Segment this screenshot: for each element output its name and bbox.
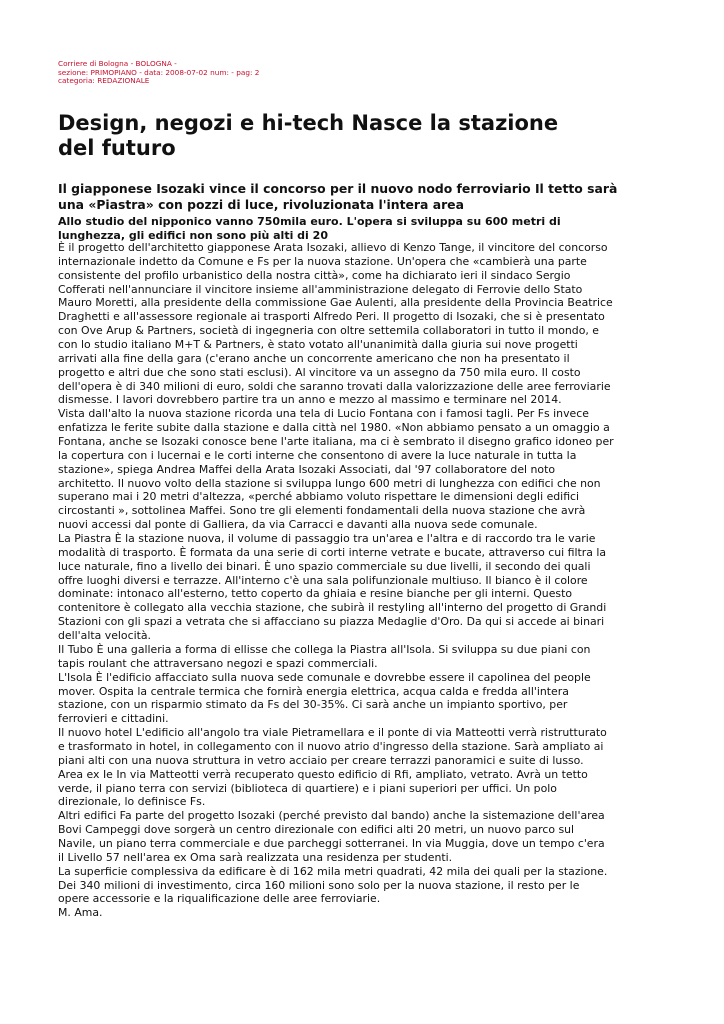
article-title: Design, negozi e hi-tech Nasce la stazione del futuro (58, 111, 559, 160)
body-paragraph: Vista dall'alto la nuova stazione ricorda una tela di Lucio Fontana con i famosi tagli. Per Fs invece enfatizza le ferite subite dalla stazione e dalla città nel 1980. «Non abbiamo pensato a un omaggio a Fontana, anche se Isozaki conosce bene l'arte italiana, ma ci è sembrato il disegno grafico idoneo per la copertura con i lucernai e le corti interne che consentono di avere la luce naturale in tutta la stazione», spiega Andrea Maffei della Arata Isozaki Associati, dal '97 collaboratore del noto architetto. Il nuovo volto della stazione si sviluppa lungo 600 metri di lunghezza con edifici che non superano mai i 20 metri d'altezza, «perché abbiamo voluto rispettare le dimensioni degli edifici circostanti », sottolinea Maffei. Sono tre gli elementi fondamentali della nuova stazione che avrà nuovi accessi dal ponte di Galliera, da via Carracci e davanti alla nuova sede comunale. (58, 407, 614, 532)
body-paragraph: È il progetto dell'architetto giapponese Arata Isozaki, allievo di Kenzo Tange, il vincitore del concorso internazionale indetto da Comune e Fs per la nuova stazione. Un'opera che «cambierà una parte consistente del profilo urbanistico della nostra città», come ha dichiarato ieri il sindaco Sergio Cofferati nell'annunciare il vincitore insieme all'amministrazione delegato di Ferrovie dello Stato Mauro Moretti, alla presidente della commissione Gae Aulenti, alla presidente della Provincia Beatrice Draghetti e all'assessore regionale ai trasporti Alfredo Peri. Il progetto di Isozaki, che si è presentato con Ove Arup & Partners, società di ingegneria con oltre settemila collaboratori in tutto il mondo, e con lo studio italiano M+T & Partners, è stato votato all'unanimità dalla giuria sui nove progetti arrivati alla fine della gara (c'erano anche un concorrente americano che non ha presentato il progetto e altri due che sono stati esclusi). Al vincitore va un assegno da 750 mila euro. Il costo dell'opera è di 340 milioni di euro, soldi che saranno trovati dalla valorizzazione delle aree ferroviarie dismesse. I lavori dovrebbero partire tra un anno e mezzo al massimo e terminare nel 2014. (58, 241, 613, 407)
article-summary: Allo studio del nipponico vanno 750mila euro. L'opera si sviluppa su 600 metri di lunghezza, gli edifici non sono più alti di 20 (58, 215, 561, 242)
article-metadata (58, 60, 259, 86)
body-paragraph: L'Isola È l'edificio affacciato sulla nuova sede comunale e dovrebbe essere il capolinea del people mover. Ospita la centrale termica che fornirà energia elettrica, acqua calda e fredda all'intera stazione, con un risparmio stimato da Fs del 30-35%. Ci sarà anche un impianto sportivo, per ferrovieri e cittadini. (58, 670, 591, 726)
body-paragraph: La superficie complessiva da edificare è di 162 mila metri quadrati, 42 mila dei quali per la stazione. Dei 340 milioni di investimento, circa 160 milioni sono solo per la nuova stazione, il resto per le opere accessorie e la riqualificazione delle aree ferroviarie. (58, 864, 608, 906)
metadata-category: categoria: REDAZIONALE (58, 76, 150, 86)
body-paragraph: Altri edifici Fa parte del progetto Isozaki (perché previsto dal bando) anche la sistemazione dell'area Bovi Campeggi dove sorgerà un centro direzionale con edifici alti 20 metri, un nuovo parco sul Navile, un piano terra commerciale e due parcheggi sotterranei. In via Muggia, dove un tempo c'era il Livello 57 nell'area ex Oma sarà realizzata una residenza per studenti. (58, 809, 605, 864)
author-signature: M. Ama. (58, 906, 103, 920)
body-paragraph: Il nuovo hotel L'edificio all'angolo tra viale Pietramellara e il ponte di via Matteotti verrà ristrutturato e trasformato in hotel, in collegamento con il nuovo atrio d'ingresso della stazione. Sarà ampliato ai piani alti con una nuova struttura in vetro acciaio per creare terrazzi panoramici e suite di lusso. (58, 726, 607, 767)
article-subtitle: Il giapponese Isozaki vince il concorso per il nuovo nodo ferroviario Il tetto sarà una «Piastra» con pozzi di luce, rivoluzionata l'intera area (58, 181, 618, 212)
body-paragraph: Il Tubo È una galleria a forma di ellisse che collega la Piastra all'Isola. Si sviluppa su due piani con tapis roulant che attraversano negozi e spazi commerciali. (58, 642, 591, 670)
body-paragraph: Area ex Ie In via Matteotti verrà recuperato questo edificio di Rfi, ampliato, vetrato. Avrà un tetto verde, il piano terra con servizi (biblioteca di quartiere) e i piani superiori per uffici. Un polo direzionale, lo definisce Fs. (58, 767, 588, 809)
body-paragraph: La Piastra È la stazione nuova, il volume di passaggio tra un'area e l'altra e di raccordo tra le varie modalità di trasporto. È formata da una serie di corti interne vetrate e bucate, attraverso cui filtra la luce naturale, fino a livello dei binari. È uno spazio commerciale su due livelli, il secondo dei quali offre luoghi diversi e terrazze. All'interno c'è una sala polifunzionale multiuso. Il bianco è il colore dominate: intonaco all'esterno, tetto coperto da ghiaia e resine bianche per gli interni. Questo contenitore è collegato alla vecchia stazione, che subirà il restyling all'interno del progetto di Grandi Stazioni con gli spazi a vetrata che si affacciano su piazza Medaglie d'Oro. Da qui si accede ai binari dell'alta velocità. (58, 532, 607, 643)
metadata-section-date: sezione: PRIMOPIANO - data: 2008-07-02 num: - pag: 2 (58, 67, 260, 77)
metadata-source: Corriere di Bologna - BOLOGNA - (58, 59, 177, 68)
article-body (58, 241, 614, 920)
